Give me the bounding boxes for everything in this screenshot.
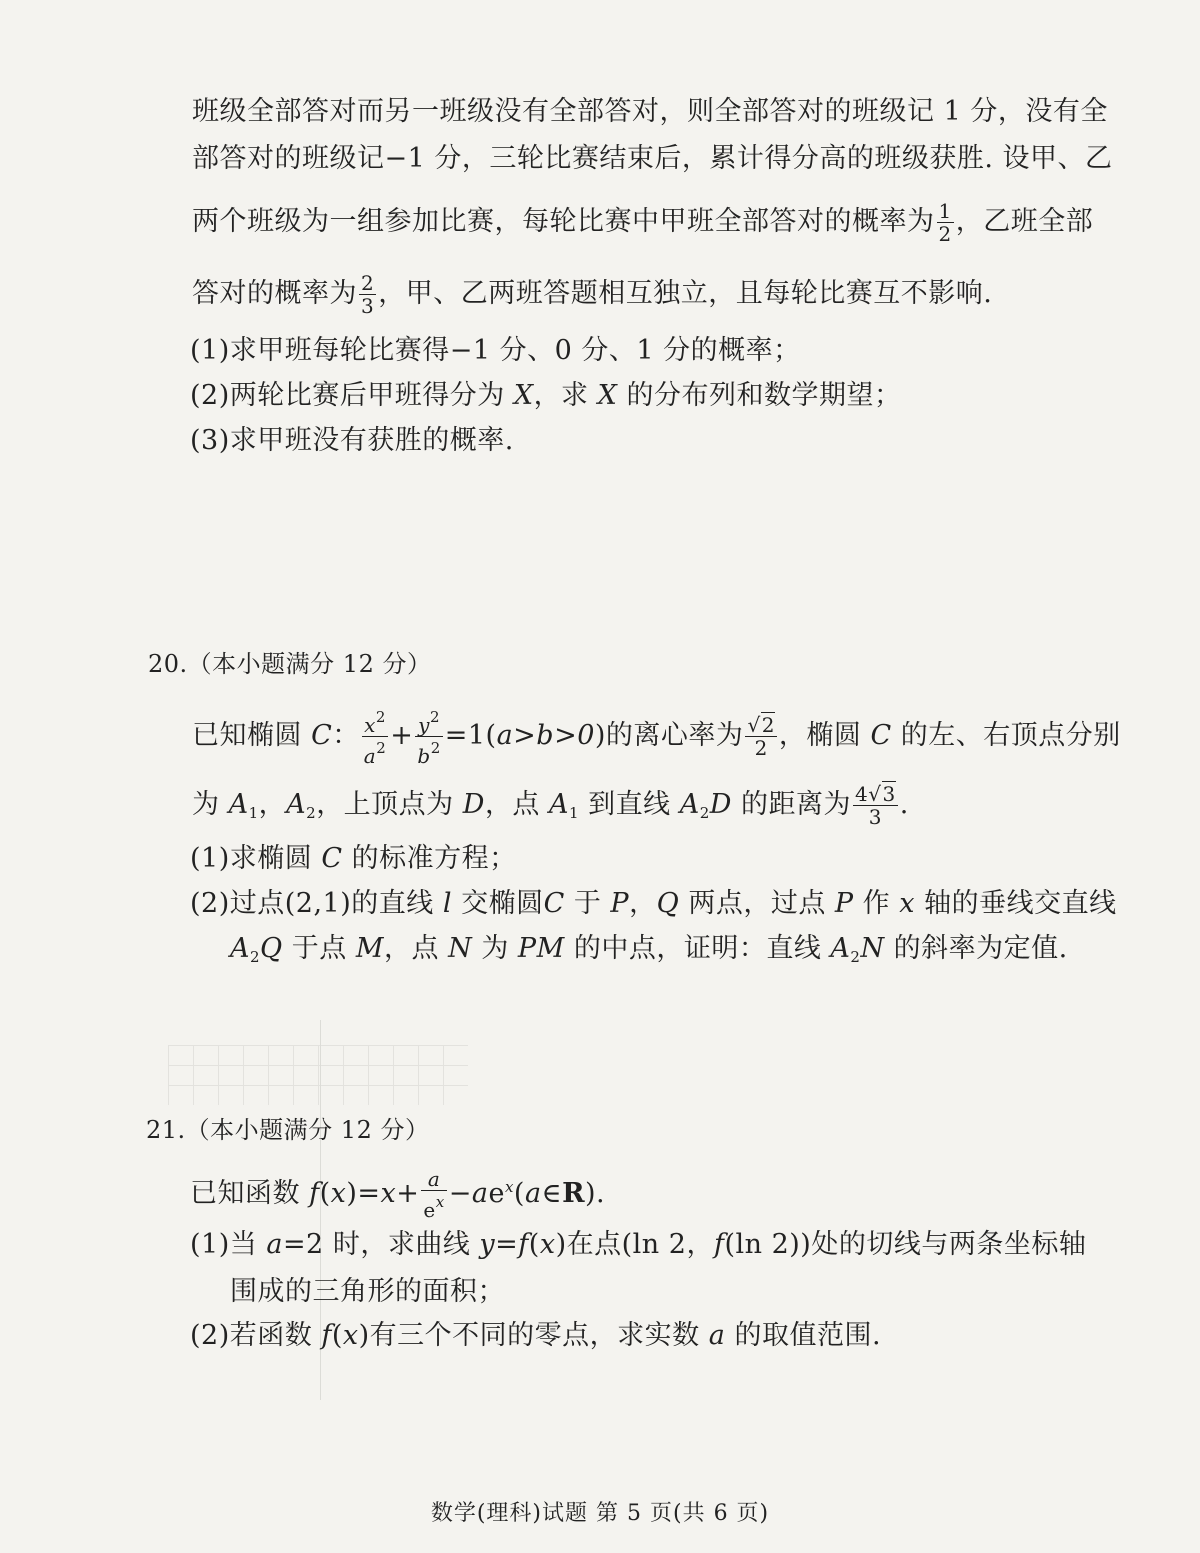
q21-heading: 21.（本小题满分 12 分） xyxy=(146,1116,430,1144)
show-through-grid xyxy=(168,1045,468,1105)
q19-line-4: 答对的概率为 $\frac{2}{3}$ ，甲、乙两班答题相互独立，且每轮比赛互不影响. xyxy=(192,271,993,318)
q20-line-2: 为 $A_1$，$A_2$，上顶点为 D，点 $A_1$ 到直线 $A_2D$ 的距离为 $\frac{4√3}{3}$ . xyxy=(192,782,909,829)
fraction-x2-a2: $\frac{x^2}{a^2}$ xyxy=(363,708,387,768)
q21-part-1-line-1: (1)当 a=2 时，求曲线 y=f(x)在点(ln 2，f(ln 2))处的切线与两条坐标轴 xyxy=(190,1229,1087,1260)
fraction-root2-over-2: $\frac{√2}{2}$ xyxy=(747,713,775,760)
page-footer: 数学(理科)试题 第 5 页(共 6 页) xyxy=(430,1501,770,1526)
q20-part-2-line-1: (2)过点(2,1)的直线 l 交椭圆C 于 P，Q 两点，过点 P 作 x 轴的垂线交直线 xyxy=(190,888,1117,919)
q19-part-2: (2)两轮比赛后甲班得分为 X，求 X 的分布列和数学期望； xyxy=(190,380,902,411)
q20-line-1: 已知椭圆 C： $\frac{x^2}{a^2}$ + $\frac{y^2}{b^2}$ =1(a>b>0)的离心率为 $\frac{√2}{2}$ ，椭圆 C 的左、右顶点分别 xyxy=(192,708,1121,768)
fraction-y2-b2: $\frac{y^2}{b^2}$ xyxy=(417,708,441,768)
q19-line-1: 班级全部答对而另一班级没有全部答对，则全部答对的班级记 1 分，没有全 xyxy=(192,96,1108,127)
q20-part-1: (1)求椭圆 C 的标准方程； xyxy=(190,843,517,874)
q20-part-2-line-2: $A_2Q$ 于点 M，点 N 为 PM 的中点，证明：直线 $A_2N$ 的斜率为定值. xyxy=(230,933,1068,966)
q20-heading: 20.（本小题满分 12 分） xyxy=(148,650,432,678)
q21-line-1: 已知函数 f(x)=x+ $\frac{a}{e^x}$ $-ae^x(a\in R)$. xyxy=(190,1167,606,1222)
q19-line-3: 两个班级为一组参加比赛，每轮比赛中甲班全部答对的概率为 $\frac{1}{2}$ ，乙班全部 xyxy=(192,199,1094,246)
q19-part-1: (1)求甲班每轮比赛得−1 分、0 分、1 分的概率； xyxy=(190,335,801,366)
q21-part-1-line-2: 围成的三角形的面积； xyxy=(230,1276,505,1307)
fraction-4root3-over-3: $\frac{4√3}{3}$ xyxy=(855,782,896,829)
q19-part-3: (3)求甲班没有获胜的概率. xyxy=(190,425,514,456)
fraction-a-over-ex: $\frac{a}{e^x}$ xyxy=(423,1167,445,1222)
fraction-two-thirds: $\frac{2}{3}$ xyxy=(361,271,375,318)
q21-part-2: (2)若函数 f(x)有三个不同的零点，求实数 a 的取值范围. xyxy=(190,1320,882,1351)
fraction-one-half: $\frac{1}{2}$ xyxy=(938,199,952,246)
q19-line-2: 部答对的班级记−1 分，三轮比赛结束后，累计得分高的班级获胜. 设甲、乙 xyxy=(192,143,1113,174)
